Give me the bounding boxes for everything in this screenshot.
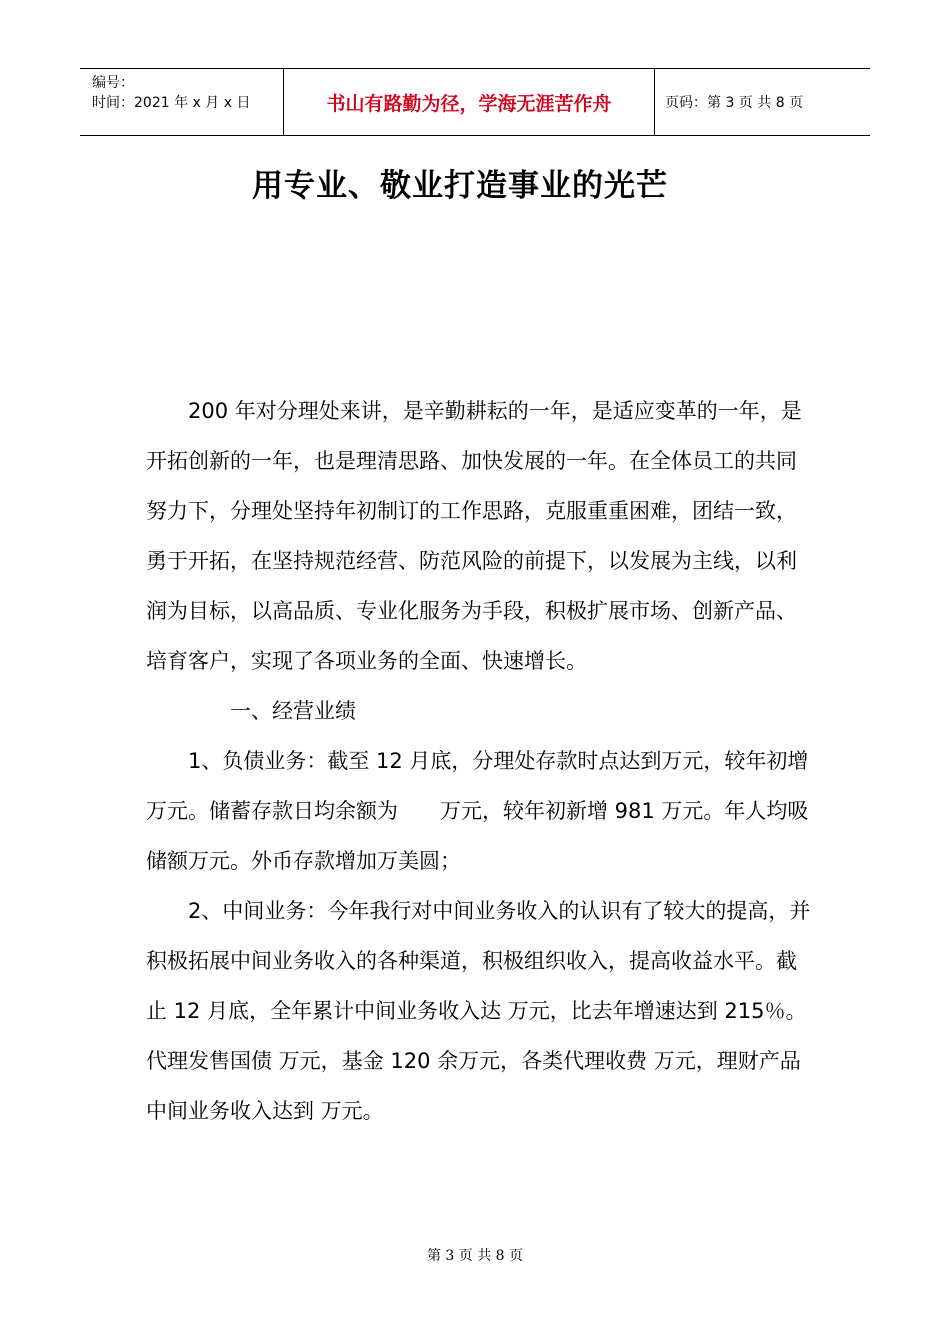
page-header bbox=[80, 68, 870, 136]
number-label: 编号： bbox=[92, 75, 134, 91]
header-page-code: 页码：第 3 页 共 8 页 bbox=[665, 95, 804, 111]
header-motto: 书山有路勤为径，学海无涯苦作舟 bbox=[283, 69, 655, 135]
paragraph-intro: 200 年对分理处来讲，是辛勤耕耘的一年，是适应变革的一年，是开拓创新的一年，也是理清思路、加快发展的一年。在全体员工的共同努力下，分理处坚持年初制订的工作思路，克服重重困难，团结一致，勇于开拓，在坚持规范经营、防范风险的前提下，以发展为主线，以利润为目标，以高品质、专业化服务为手段，积极扩展市场、创新产品、培育客户，实现了各项业务的全面、快速增长。 bbox=[146, 399, 802, 673]
paragraph-intermediate: 2、中间业务：今年我行对中间业务收入的认识有了较大的提高，并积极拓展中间业务收入的各种渠道，积极组织收入，提高收益水平。截止 12 月底，全年累计中间业务收入达 万元，比去年增速达到 215％。代理发售国债 万元，基金 120 余万元，各类代理收费 万元，理财产品中间业务收入达到 万元。 bbox=[146, 899, 811, 1123]
document-title: 用专业、敬业打造事业的光芒 bbox=[252, 168, 668, 204]
document-body bbox=[146, 386, 814, 1136]
paragraph-liabilities: 1、负债业务：截至 12 月底，分理处存款时点达到万元，较年初增万元。储蓄存款日均余额为 万元，较年初新增 981 万元。年人均吸储额万元。外币存款增加万美圆； bbox=[146, 749, 809, 873]
time-label: 时间：2021 年 x 月 x 日 bbox=[92, 95, 251, 111]
section-heading: 一、经营业绩 bbox=[146, 699, 356, 723]
page-footer: 第 3 页 共 8 页 bbox=[426, 1248, 524, 1264]
header-meta bbox=[80, 69, 283, 135]
